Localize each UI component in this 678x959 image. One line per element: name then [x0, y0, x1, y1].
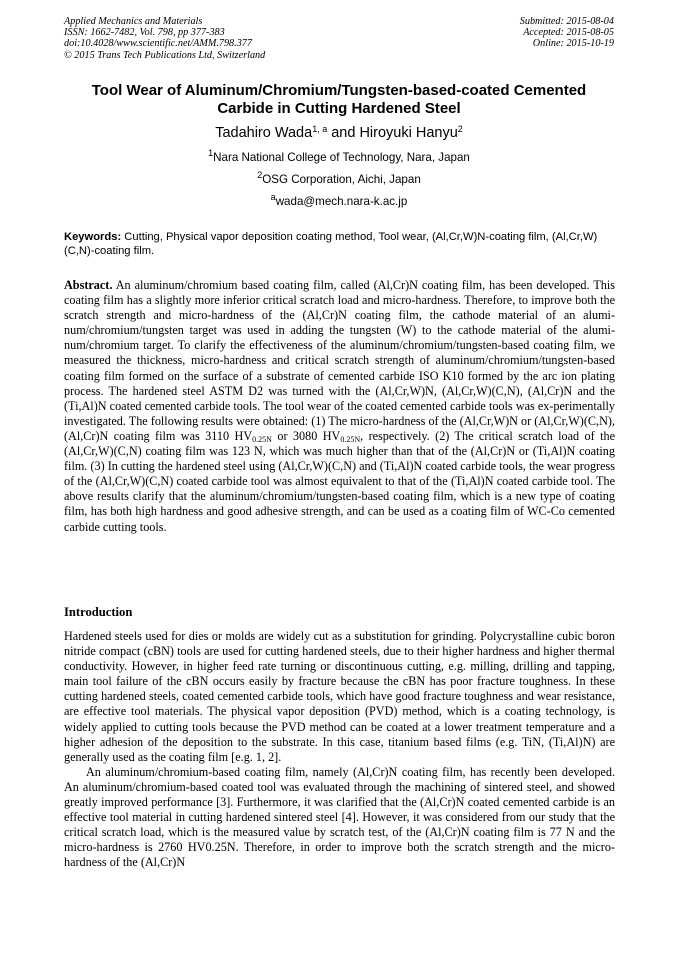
affiliation-1	[0, 148, 678, 165]
copyright-line: © 2015 Trans Tech Publications Ltd, Switzerland	[64, 49, 266, 61]
abstract-text: , respectively. (2) The critical scratch load of the (Al,Cr,W)(C,N) coating film was 123 N, which was much higher than that of the (Al,Cr)N or (Ti,Al)N coating film. (3) In cutting the hardened steel using (Al,Cr,W)(C,N) and (Ti,Al)N coated carbide tools, the wear progress of the (Al,Cr,W)(C,N) coated carbide tool was almost equivalent to that of the (Ti,Al)N coated carbide tool. The above results clarify that the aluminum/chromium/tungsten-based coating film, which is a new type of coating film, has both high hardness and good adhesive strength, and can be used as a coating film of WC-Co cemented carbide cutting tools.	[64, 428, 615, 534]
journal-name: Applied Mechanics and Materials	[64, 16, 203, 27]
keywords-text: Cutting, Physical vapor deposition coating method, Tool wear, (Al,Cr,W)N-coating film, (Al,Cr,W)(C,N)-coating film.	[64, 231, 598, 257]
keywords-label: Keywords:	[64, 231, 122, 243]
journal-info	[64, 16, 265, 61]
affiliation-2	[0, 170, 678, 187]
email-marker: a	[270, 192, 276, 202]
introduction-body	[64, 629, 615, 871]
author-superscript: 1, a	[312, 124, 328, 134]
abstract	[64, 278, 615, 535]
abstract-text: An aluminum/chromium based coating film, called (Al,Cr)N coating film, has been developed. This coating film has a slightly more inferior critical scratch load and micro-hardness. Therefore, to improve both the scratch strength and micro-hardness of the (Al,Cr)N coating film, the cathode material of an alumi-num/chromium/tungsten target was used in adding the tungsten (W) to the cathode material of the alumi-num/chromium target. To clarify the effectiveness of the aluminum/chromium/tungsten-based coating film, we measured the thickness, micro-hardness and critical scratch strength of aluminum/chromium/tungsten-based coating film formed on the surface of a substrate of cemented carbide ISO K10 formed by the arc ion plating process. The hardened steel ASTM D2 was turned with the (Al,Cr,W)N, (Al,Cr,W)(C,N), (Al,Cr)N and the (Ti,Al)N coated cemented carbide tools. The tool wear of the coated cemented carbide tools was ex-perimentally investigated. The following results were obtained: (1) The micro-hardness of the (Al,Cr,W)N or (Al,Cr,W)(C,N), (Al,Cr)N coating film was 3110 HV	[64, 278, 615, 443]
affiliation-marker: 1	[208, 148, 214, 158]
subscript: 0.25N	[340, 434, 361, 444]
online-date: Online: 2015-10-19	[532, 38, 614, 50]
issn-line: ISSN: 1662-7482, Vol. 798, pp 377-383	[64, 27, 225, 39]
author-name: Hiroyuki Hanyu	[359, 125, 458, 141]
accepted-date: Accepted: 2015-08-05	[523, 27, 614, 39]
author-superscript: 2	[457, 124, 463, 134]
affiliation-text: Nara National College of Technology, Nara, Japan	[213, 151, 470, 164]
title-line-1: Tool Wear of Aluminum/Chromium/Tungsten-based-coated Cemented	[91, 82, 587, 99]
paragraph: Hardened steels used for dies or molds are widely cut as a substitution for grinding. Polycrystalline cubic boron nitride compact (cBN) tools are used for cutting hardened steels, due to their higher hardness and higher thermal conductivity. However, in higher feed rate turning or discontinuous cutting, e.g. milling, drilling and tapping, main tool failure of the cBN occurs easily by fracture because the cBN has poor fracture toughness. In these cutting hardened steels, coated cemented carbide tools, which have good fracture toughness and wear resistance, are effective tool materials. The physical vapor deposition (PVD) method, which is a coating technology, is widely applied to cutting tools because the PVD method can be coated at a lower treatment temperature and a higher adhesion of the deposition to the substrate. In this case, titanium based films (e.g. TiN, (Ti,Al)N) are generally used as the coating film [e.g. 1, 2].	[64, 629, 615, 764]
author-conjunction: and	[327, 125, 360, 141]
affiliation-text: OSG Corporation, Aichi, Japan	[262, 173, 421, 186]
author-list	[0, 124, 678, 142]
author-email	[0, 192, 678, 209]
affiliation-marker: 2	[257, 170, 263, 180]
abstract-text: or 3080 HV	[271, 428, 341, 443]
doi-line: doi:10.4028/www.scientific.net/AMM.798.377	[64, 38, 252, 50]
section-heading: Introduction	[64, 605, 133, 619]
paragraph: An aluminum/chromium-based coating film, namely (Al,Cr)N coating film, has recently been developed. An aluminum/chromium-based coated tool was evaluated through the machining of sintered steel, and showed greatly improved performance [3]. Furthermore, it was clarified that the (Al,Cr)N coated cemented carbide is an effective tool material in cutting hardened sintered steel [4]. However, it was considered from our study that the critical scratch load, which is the measured value by scratch test, of the (Al,Cr)N coating film is 77 N and the micro-hardness is 2760 HV0.25N. Therefore, in order to improve both the scratch strength and the micro-hardness of the (Al,Cr)N	[64, 764, 615, 870]
title-line-2: Carbide in Cutting Hardened Steel	[217, 100, 461, 117]
email-text: wada@mech.nara-k.ac.jp	[275, 195, 408, 208]
paper-title	[52, 82, 626, 118]
submitted-date: Submitted: 2015-08-04	[519, 16, 614, 27]
abstract-label: Abstract.	[64, 278, 113, 292]
author-name: Tadahiro Wada	[215, 125, 313, 141]
publication-dates	[520, 16, 614, 50]
keywords	[64, 230, 616, 258]
subscript: 0.25N	[252, 434, 272, 444]
